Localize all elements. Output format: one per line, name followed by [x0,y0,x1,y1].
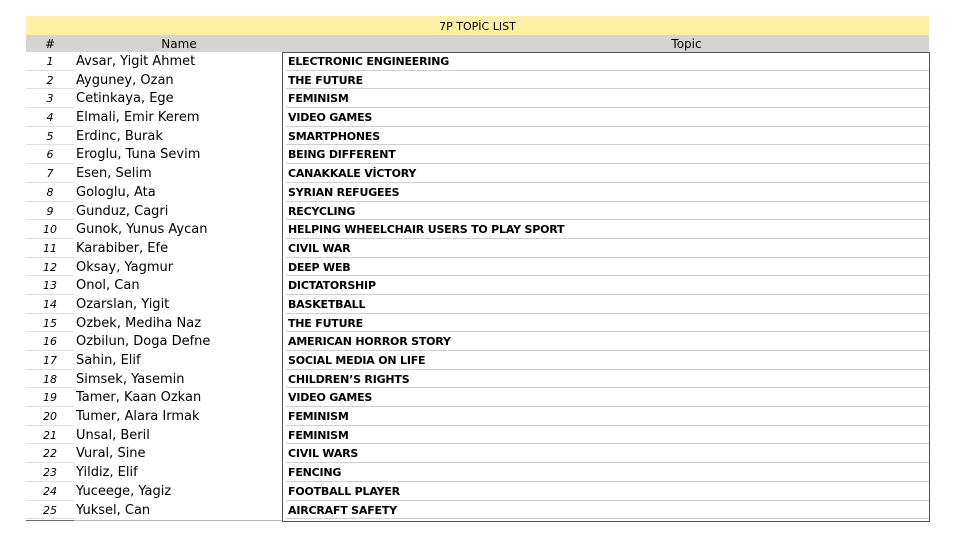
row-number: 6 [26,145,74,164]
student-name: Erdinc, Burak [76,128,163,144]
row-number: 19 [26,388,74,407]
table-row [26,183,929,202]
student-name: Karabiber, Efe [76,240,169,256]
student-name: Unsal, Beril [76,427,150,443]
student-topic: VIDEO GAMES [286,388,929,407]
row-number: 16 [26,332,74,351]
table-row [26,463,929,482]
row-number: 20 [26,407,74,426]
student-name: Tamer, Kaan Ozkan [76,390,202,406]
student-name: Avsar, Yigit Ahmet [76,54,196,69]
student-name: Ozarslan, Yigit [76,296,170,312]
table-row [26,332,929,351]
student-name: Oksay, Yagmur [76,259,174,275]
row-number: 12 [26,258,74,277]
student-rows [26,52,929,519]
row-number: 11 [26,239,74,258]
row-number: 5 [26,127,74,146]
student-name: Sahin, Elif [76,353,141,368]
student-name: Onol, Can [76,278,140,294]
row-number: 3 [26,89,74,108]
sheet-title: 7P TOPİC LIST [26,16,929,35]
student-topic: DICTATORSHIP [286,276,929,295]
row-number: 4 [26,108,74,127]
student-topic: BEING DIFFERENT [286,145,929,164]
row-number: 2 [26,71,74,90]
student-name: Vural, Sine [76,446,146,462]
table-row [26,202,929,221]
header-topic: Topic [671,37,702,51]
row-number: 1 [26,52,74,71]
table-row [26,127,929,146]
table-row [26,482,929,501]
row-number: 22 [26,444,74,463]
table-row [26,89,929,108]
student-name: Tumer, Alara Irmak [76,409,200,425]
student-name: Yildiz, Elif [76,465,138,481]
table-row [26,501,929,520]
row-number: 10 [26,220,74,239]
table-row [26,71,929,90]
student-topic: AIRCRAFT SAFETY [286,501,929,520]
student-name: Ozbilun, Doga Defne [76,334,211,350]
student-topic: FOOTBALL PLAYER [286,482,929,501]
table-row [26,220,929,239]
row-number: 8 [26,183,74,202]
table-row [26,388,929,407]
row-number: 7 [26,164,74,183]
student-topic: BASKETBALL [286,295,929,314]
table-row [26,407,929,426]
student-name: Elmali, Emir Kerem [76,110,200,126]
student-name: Ozbek, Mediha Naz [76,315,202,331]
row-number: 23 [26,463,74,482]
table-row [26,239,929,258]
number-column-bottom-border [26,520,74,521]
header-name: Name [161,37,197,51]
header-row [26,35,929,52]
student-name: Simsek, Yasemin [76,371,185,387]
student-topic: ELECTRONIC ENGINEERING [286,52,929,71]
student-topic: CIVIL WARS [286,444,929,463]
student-topic: RECYCLING [286,202,929,221]
table-row [26,164,929,183]
student-name: Gologlu, Ata [76,184,156,200]
student-topic: SMARTPHONES [286,127,929,146]
student-topic: CHILDREN’S RIGHTS [286,370,929,389]
student-topic: SOCIAL MEDIA ON LIFE [286,351,929,370]
student-topic: THE FUTURE [286,71,929,90]
header-number: # [44,37,56,51]
table-row [26,258,929,277]
row-number: 21 [26,426,74,445]
student-name: Eroglu, Tuna Sevim [76,147,201,163]
table-row [26,351,929,370]
table-row [26,370,929,389]
table-row [26,276,929,295]
student-topic: CANAKKALE VİCTORY [286,164,929,183]
student-topic: FEMINISM [286,89,929,108]
student-name: Gunok, Yunus Aycan [76,222,208,238]
student-name: Gunduz, Cagri [76,203,169,219]
student-topic: FEMINISM [286,426,929,445]
row-number: 15 [26,314,74,333]
row-number: 13 [26,276,74,295]
student-topic: FEMINISM [286,407,929,426]
row-number: 17 [26,351,74,370]
student-name: Yuksel, Can [76,502,151,518]
table-row [26,295,929,314]
row-number: 25 [26,501,74,520]
student-topic: DEEP WEB [286,258,929,277]
row-number: 24 [26,482,74,501]
table-row [26,314,929,333]
row-number: 18 [26,370,74,389]
student-topic: SYRIAN REFUGEES [286,183,929,202]
row-number: 9 [26,202,74,221]
student-name: Esen, Selim [76,166,152,182]
student-topic: FENCING [286,463,929,482]
student-topic: THE FUTURE [286,314,929,333]
table-row [26,426,929,445]
row-number: 14 [26,295,74,314]
table-row [26,444,929,463]
student-name: Yuceege, Yagiz [76,483,172,499]
table-row [26,52,929,71]
student-topic: CIVIL WAR [286,239,929,258]
table-row [26,108,929,127]
table-row [26,145,929,164]
topic-list-sheet [26,16,929,519]
name-column-bottom-border [74,520,282,521]
student-topic: VIDEO GAMES [286,108,929,127]
student-name: Ayguney, Ozan [76,72,174,88]
student-topic: HELPING WHEELCHAIR USERS TO PLAY SPORT [286,220,929,239]
student-name: Cetinkaya, Ege [76,91,174,107]
student-topic: AMERICAN HORROR STORY [286,332,929,351]
